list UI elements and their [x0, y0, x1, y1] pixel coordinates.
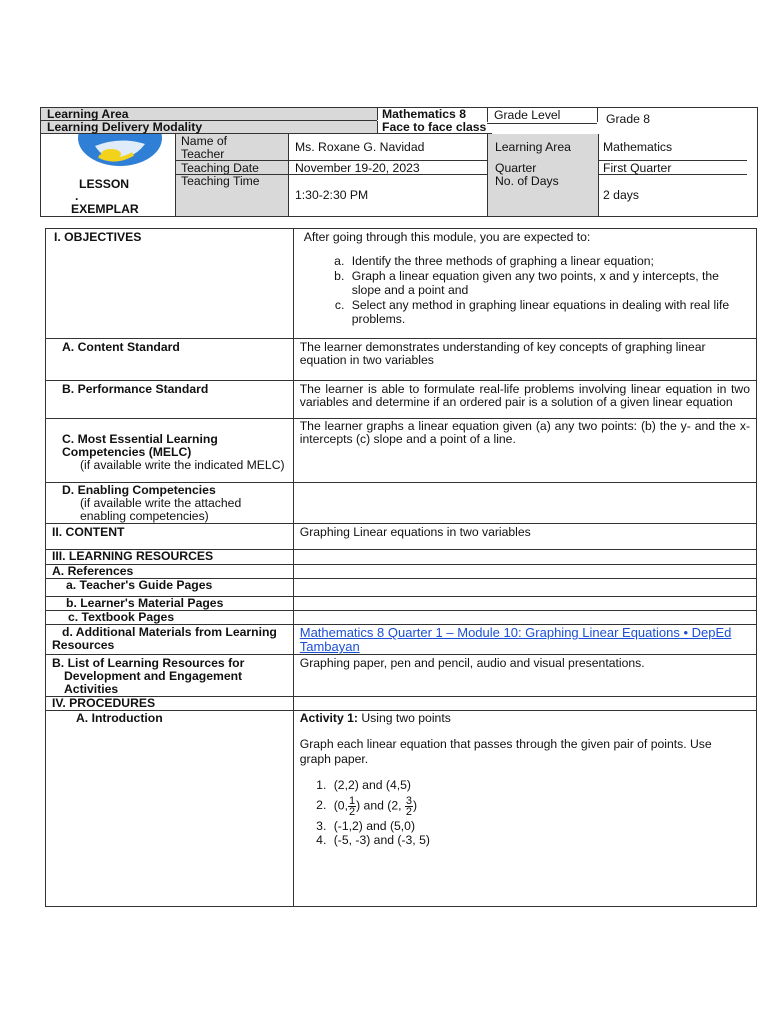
- exemplar-label: EXEMPLAR: [71, 202, 139, 216]
- enabling-label: D. Enabling Competencies: [62, 483, 216, 497]
- activity-title: Activity 1:: [299, 711, 358, 725]
- teacher-label: Name of Teacher: [181, 134, 228, 161]
- content-standard-value: The learner demonstrates understanding of key concepts of graphing linear equation in two variables: [299, 340, 706, 367]
- list-item: 1. (2,2) and (4,5): [330, 778, 750, 793]
- performance-standard-label: B. Performance Standard: [62, 382, 209, 396]
- list-item: [330, 796, 750, 817]
- learning-area2-value: Mathematics: [603, 140, 673, 154]
- lesson-dot: .: [75, 189, 79, 203]
- activity-instruction: Graph each linear equation that passes through the given pair of points. Use graph paper.: [299, 737, 712, 766]
- fraction-numerator: 1: [348, 794, 356, 807]
- objectives-label-cell: [46, 229, 294, 339]
- item2-part-a: (0,: [333, 798, 348, 813]
- objectives-label: I. OBJECTIVES: [54, 230, 142, 244]
- references-label: A. References: [52, 564, 134, 578]
- teaching-date-value: November 19-20, 2023: [295, 161, 420, 175]
- learning-area2-label: Learning Area: [495, 140, 571, 154]
- activity-subtitle: Using two points: [361, 711, 451, 725]
- item2-part-c: ): [413, 798, 418, 813]
- teaching-time-value: 1:30-2:30 PM: [295, 188, 369, 202]
- grade-level-label: Grade Level: [487, 108, 602, 122]
- list-item: 4. (-5, -3) and (-3, 5): [330, 833, 750, 848]
- teachers-guide-label: a. Teacher's Guide Pages: [66, 578, 213, 592]
- introduction-label: A. Introduction: [76, 711, 163, 725]
- melc-note: (if available write the indicated MELC): [80, 458, 285, 472]
- fraction-denominator: 2: [405, 805, 412, 818]
- grade-level-value: Grade 8: [597, 108, 756, 122]
- performance-standard-value: The learner is able to formulate real-life problems involving linear equation in two variables and determine if an ordered pair is a solution of a given linear equation: [299, 382, 750, 409]
- content-label: II. CONTENT: [52, 525, 125, 539]
- learning-area-value: Mathematics 8: [377, 108, 492, 120]
- enabling-note: (if available write the attached enabling competencies): [80, 496, 242, 523]
- fraction-three-halves: [405, 796, 413, 817]
- days-label: No. of Days: [495, 174, 559, 188]
- learning-area-label: Learning Area: [41, 108, 377, 121]
- objective-item: a. Identify the three methods of graphing a linear equation;: [348, 254, 750, 269]
- melc-value: The learner graphs a linear equation given (a) any two points: (b) the y- and the x-intercepts (c) slope and a point of a line.: [299, 419, 750, 446]
- item2-part-b: ) and (2,: [356, 798, 402, 813]
- objectives-list: [304, 254, 750, 327]
- content-value: Graphing Linear equations in two variables: [299, 525, 531, 539]
- quarter-label: Quarter: [495, 161, 537, 175]
- textbook-label: c. Textbook Pages: [68, 610, 175, 624]
- teacher-value: Ms. Roxane G. Navidad: [295, 140, 425, 154]
- introduction-cell: [293, 711, 756, 907]
- additional-label: d. Additional Materials from Learning Resources: [52, 625, 277, 652]
- list-resources-value: Graphing paper, pen and pencil, audio and visual presentations.: [299, 656, 645, 670]
- lesson-table: [45, 228, 757, 907]
- quarter-value: First Quarter: [603, 161, 672, 175]
- list-resources-label: B. List of Learning Resources for Development and Engagement Activities: [52, 656, 245, 696]
- delivery-modality-label: Learning Delivery Modality: [41, 121, 377, 134]
- activity-points-list: [300, 778, 750, 848]
- procedures-label: IV. PROCEDURES: [52, 696, 156, 710]
- learners-material-label: b. Learner's Material Pages: [66, 596, 224, 610]
- content-standard-label: A. Content Standard: [62, 340, 180, 354]
- list-item: 3. (-1,2) and (5,0): [330, 819, 750, 834]
- fraction-numerator: 3: [405, 794, 412, 807]
- melc-label: C. Most Essential Learning Competencies (MELC): [62, 432, 218, 459]
- objectives-intro: After going through this module, you are expected to:: [303, 230, 591, 244]
- school-logo: [75, 134, 165, 168]
- delivery-modality-value: Face to face class: [377, 121, 492, 134]
- fraction-one-half: [348, 796, 356, 817]
- teaching-date-label: Teaching Date: [181, 161, 259, 175]
- additional-materials-link[interactable]: Mathematics 8 Quarter 1 – Module 10: Graphing Linear Equations • DepEd Tambayan: [299, 625, 732, 654]
- days-value: 2 days: [603, 188, 639, 202]
- objective-item: c. Select any method in graphing linear equations in dealing with real life problems.: [348, 298, 750, 327]
- objective-item: b. Graph a linear equation given any two points, x and y intercepts, the slope and a point and: [348, 269, 750, 298]
- objectives-cell: [293, 229, 756, 339]
- fraction-denominator: 2: [348, 805, 356, 818]
- header-table: [40, 107, 758, 217]
- lesson-label: LESSON: [79, 177, 130, 191]
- teaching-time-label: Teaching Time: [181, 174, 260, 188]
- resources-label: III. LEARNING RESOURCES: [52, 549, 214, 563]
- activity-heading: [300, 712, 750, 725]
